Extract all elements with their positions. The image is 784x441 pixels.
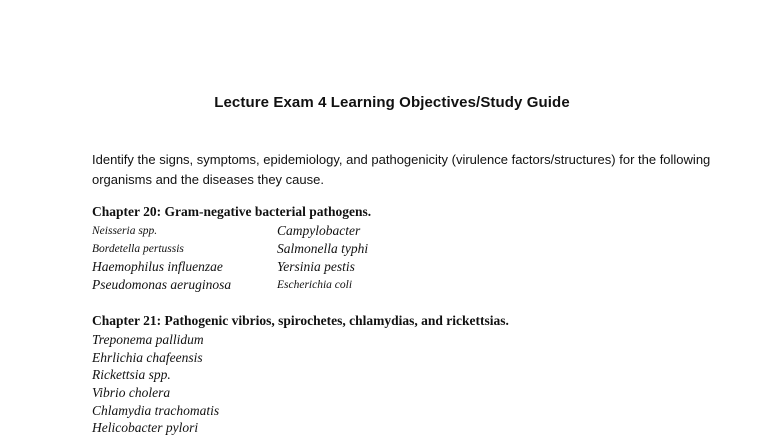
- organism-item: Helicobacter pylori: [92, 420, 199, 436]
- organism-item: Escherichia coli: [277, 279, 353, 291]
- organism-item: Vibrio cholera: [92, 385, 171, 401]
- page-title: Lecture Exam 4 Learning Objectives/Study Guide: [214, 94, 570, 111]
- organism-item: Chlamydia trachomatis: [92, 402, 220, 418]
- organism-item: Treponema pallidum: [92, 332, 204, 347]
- chapter-21-organism-list: [92, 331, 219, 437]
- organism-item: Haemophilus influenzae: [92, 259, 223, 274]
- organism-item: Rickettsia spp.: [92, 367, 171, 383]
- organism-item: Salmonella typhi: [277, 241, 369, 256]
- organism-item: Campylobacter: [277, 223, 361, 238]
- organism-item: Bordetella pertussis: [92, 243, 184, 255]
- organism-item: Neisseria spp.: [92, 225, 158, 237]
- organism-item: Ehrlichia chafeensis: [92, 349, 203, 365]
- chapter-20-heading: Chapter 20: Gram-negative bacterial pathogens.: [92, 204, 372, 219]
- organism-item: Yersinia pestis: [277, 259, 355, 274]
- organism-item: Pseudomonas aeruginosa: [92, 277, 232, 292]
- intro-paragraph: Identify the signs, symptoms, epidemiology, and pathogenicity (virulence factors/structures) for the following organisms and the diseases they cause.: [92, 152, 711, 187]
- chapter-20-organism-list: [92, 222, 477, 294]
- chapter-21-heading: Chapter 21: Pathogenic vibrios, spirochetes, chlamydias, and rickettsias.: [92, 313, 509, 328]
